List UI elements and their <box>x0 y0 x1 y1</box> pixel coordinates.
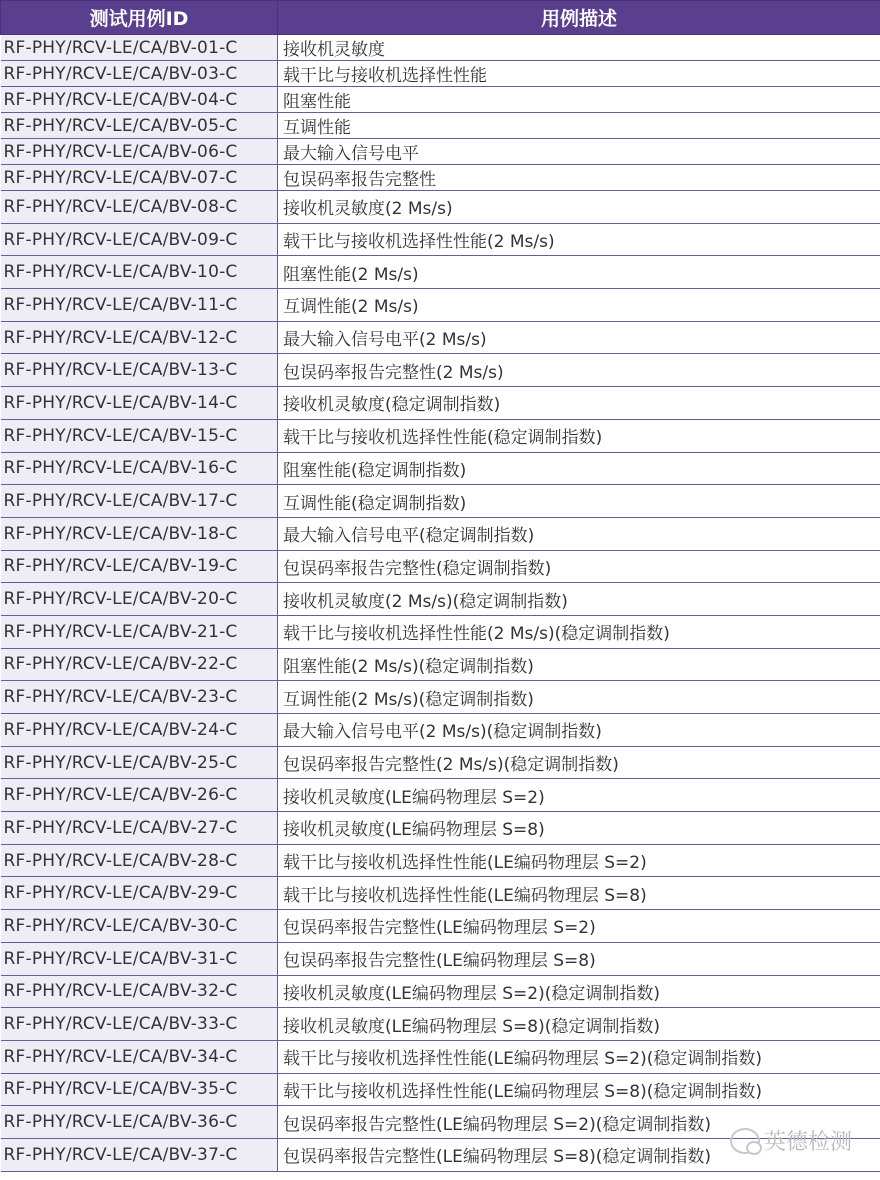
test-case-id-cell: RF-PHY/RCV-LE/CA/BV-23-C <box>1 681 278 714</box>
description-cell: 接收机灵敏度 <box>278 35 880 61</box>
test-case-id-cell: RF-PHY/RCV-LE/CA/BV-31-C <box>1 942 278 975</box>
test-case-id-cell: RF-PHY/RCV-LE/CA/BV-24-C <box>1 714 278 747</box>
test-case-id-cell: RF-PHY/RCV-LE/CA/BV-33-C <box>1 1008 278 1041</box>
description-cell: 接收机灵敏度(LE编码物理层 S=2)(稳定调制指数) <box>278 975 880 1008</box>
table-row <box>1 321 880 354</box>
test-case-id-cell: RF-PHY/RCV-LE/CA/BV-06-C <box>1 139 278 165</box>
test-case-id-cell: RF-PHY/RCV-LE/CA/BV-34-C <box>1 1040 278 1073</box>
description-cell: 包误码率报告完整性(2 Ms/s) <box>278 354 880 387</box>
test-case-id-cell: RF-PHY/RCV-LE/CA/BV-28-C <box>1 844 278 877</box>
description-cell: 互调性能(2 Ms/s) <box>278 289 880 322</box>
test-case-id-cell: RF-PHY/RCV-LE/CA/BV-14-C <box>1 387 278 420</box>
description-cell: 载干比与接收机选择性性能 <box>278 61 880 87</box>
description-cell: 阻塞性能(2 Ms/s) <box>278 256 880 289</box>
test-case-id-cell: RF-PHY/RCV-LE/CA/BV-27-C <box>1 812 278 845</box>
test-case-id-cell: RF-PHY/RCV-LE/CA/BV-09-C <box>1 223 278 256</box>
description-cell: 包误码率报告完整性 <box>278 165 880 191</box>
table-row <box>1 485 880 518</box>
test-case-id-cell: RF-PHY/RCV-LE/CA/BV-03-C <box>1 61 278 87</box>
description-cell: 最大输入信号电平(2 Ms/s)(稳定调制指数) <box>278 714 880 747</box>
test-case-id-cell: RF-PHY/RCV-LE/CA/BV-18-C <box>1 517 278 550</box>
description-cell: 阻塞性能 <box>278 87 880 113</box>
description-cell: 最大输入信号电平 <box>278 139 880 165</box>
table-row <box>1 779 880 812</box>
description-cell: 包误码率报告完整性(2 Ms/s)(稳定调制指数) <box>278 746 880 779</box>
description-cell: 接收机灵敏度(2 Ms/s) <box>278 191 880 224</box>
description-cell: 接收机灵敏度(稳定调制指数) <box>278 387 880 420</box>
table-row <box>1 746 880 779</box>
table-row <box>1 942 880 975</box>
table-row <box>1 844 880 877</box>
header-row <box>1 1 880 35</box>
test-case-id-cell: RF-PHY/RCV-LE/CA/BV-32-C <box>1 975 278 1008</box>
description-cell: 载干比与接收机选择性性能(LE编码物理层 S=8)(稳定调制指数) <box>278 1073 880 1106</box>
description-cell: 阻塞性能(2 Ms/s)(稳定调制指数) <box>278 648 880 681</box>
description-cell: 最大输入信号电平(稳定调制指数) <box>278 517 880 550</box>
test-case-id-cell: RF-PHY/RCV-LE/CA/BV-36-C <box>1 1106 278 1139</box>
column-header-description: 用例描述 <box>278 1 880 35</box>
table-row <box>1 681 880 714</box>
table-row <box>1 583 880 616</box>
description-cell: 包误码率报告完整性(稳定调制指数) <box>278 550 880 583</box>
description-cell: 载干比与接收机选择性性能(LE编码物理层 S=8) <box>278 877 880 910</box>
test-case-id-cell: RF-PHY/RCV-LE/CA/BV-29-C <box>1 877 278 910</box>
test-case-id-cell: RF-PHY/RCV-LE/CA/BV-13-C <box>1 354 278 387</box>
table-row <box>1 139 880 165</box>
description-cell: 包误码率报告完整性(LE编码物理层 S=8) <box>278 942 880 975</box>
table-row <box>1 35 880 61</box>
test-case-id-cell: RF-PHY/RCV-LE/CA/BV-37-C <box>1 1138 278 1171</box>
test-case-id-cell: RF-PHY/RCV-LE/CA/BV-07-C <box>1 165 278 191</box>
table-header <box>1 1 880 35</box>
table-row <box>1 1008 880 1041</box>
description-cell: 接收机灵敏度(2 Ms/s)(稳定调制指数) <box>278 583 880 616</box>
table-row <box>1 354 880 387</box>
table-row <box>1 877 880 910</box>
test-case-id-cell: RF-PHY/RCV-LE/CA/BV-26-C <box>1 779 278 812</box>
test-case-id-cell: RF-PHY/RCV-LE/CA/BV-15-C <box>1 419 278 452</box>
test-case-id-cell: RF-PHY/RCV-LE/CA/BV-35-C <box>1 1073 278 1106</box>
description-cell: 最大输入信号电平(2 Ms/s) <box>278 321 880 354</box>
watermark <box>730 1125 852 1156</box>
description-cell: 载干比与接收机选择性性能(2 Ms/s)(稳定调制指数) <box>278 615 880 648</box>
table-row <box>1 61 880 87</box>
table-row <box>1 191 880 224</box>
description-cell: 载干比与接收机选择性性能(LE编码物理层 S=2)(稳定调制指数) <box>278 1040 880 1073</box>
test-case-id-cell: RF-PHY/RCV-LE/CA/BV-22-C <box>1 648 278 681</box>
table-row <box>1 289 880 322</box>
test-case-id-cell: RF-PHY/RCV-LE/CA/BV-11-C <box>1 289 278 322</box>
table-row <box>1 648 880 681</box>
table-row <box>1 165 880 191</box>
table-row <box>1 452 880 485</box>
table-row <box>1 714 880 747</box>
watermark-text: 英德检测 <box>763 1130 852 1155</box>
table-body <box>1 35 880 1172</box>
table-row <box>1 550 880 583</box>
table-row <box>1 1040 880 1073</box>
description-cell: 载干比与接收机选择性性能(稳定调制指数) <box>278 419 880 452</box>
description-cell: 接收机灵敏度(LE编码物理层 S=8)(稳定调制指数) <box>278 1008 880 1041</box>
test-case-id-cell: RF-PHY/RCV-LE/CA/BV-12-C <box>1 321 278 354</box>
table-row <box>1 223 880 256</box>
description-cell: 互调性能 <box>278 113 880 139</box>
description-cell: 阻塞性能(稳定调制指数) <box>278 452 880 485</box>
description-cell: 包误码率报告完整性(LE编码物理层 S=2)(稳定调制指数) <box>278 1106 880 1139</box>
test-case-id-cell: RF-PHY/RCV-LE/CA/BV-05-C <box>1 113 278 139</box>
test-case-id-cell: RF-PHY/RCV-LE/CA/BV-20-C <box>1 583 278 616</box>
description-cell: 互调性能(2 Ms/s)(稳定调制指数) <box>278 681 880 714</box>
description-cell: 接收机灵敏度(LE编码物理层 S=8) <box>278 812 880 845</box>
test-case-id-cell: RF-PHY/RCV-LE/CA/BV-04-C <box>1 87 278 113</box>
test-case-id-cell: RF-PHY/RCV-LE/CA/BV-19-C <box>1 550 278 583</box>
test-case-id-cell: RF-PHY/RCV-LE/CA/BV-30-C <box>1 910 278 943</box>
test-case-id-cell: RF-PHY/RCV-LE/CA/BV-25-C <box>1 746 278 779</box>
column-header-test-case-id: 测试用例ID <box>1 1 278 35</box>
table-row <box>1 113 880 139</box>
test-case-id-cell: RF-PHY/RCV-LE/CA/BV-01-C <box>1 35 278 61</box>
table-row <box>1 387 880 420</box>
table-row <box>1 975 880 1008</box>
description-cell: 载干比与接收机选择性性能(LE编码物理层 S=2) <box>278 844 880 877</box>
table-row <box>1 615 880 648</box>
table-row <box>1 812 880 845</box>
test-case-id-cell: RF-PHY/RCV-LE/CA/BV-17-C <box>1 485 278 518</box>
table-row <box>1 256 880 289</box>
chat-bubble-icon <box>730 1128 760 1154</box>
test-case-id-cell: RF-PHY/RCV-LE/CA/BV-16-C <box>1 452 278 485</box>
test-case-id-cell: RF-PHY/RCV-LE/CA/BV-21-C <box>1 615 278 648</box>
test-case-id-cell: RF-PHY/RCV-LE/CA/BV-08-C <box>1 191 278 224</box>
table-row <box>1 87 880 113</box>
description-cell: 载干比与接收机选择性性能(2 Ms/s) <box>278 223 880 256</box>
description-cell: 互调性能(稳定调制指数) <box>278 485 880 518</box>
test-case-id-cell: RF-PHY/RCV-LE/CA/BV-10-C <box>1 256 278 289</box>
table-row <box>1 910 880 943</box>
description-cell: 包误码率报告完整性(LE编码物理层 S=2) <box>278 910 880 943</box>
table-row <box>1 517 880 550</box>
description-cell: 接收机灵敏度(LE编码物理层 S=2) <box>278 779 880 812</box>
table-row <box>1 1073 880 1106</box>
description-cell: 包误码率报告完整性(LE编码物理层 S=8)(稳定调制指数) <box>278 1138 880 1171</box>
table-row <box>1 419 880 452</box>
